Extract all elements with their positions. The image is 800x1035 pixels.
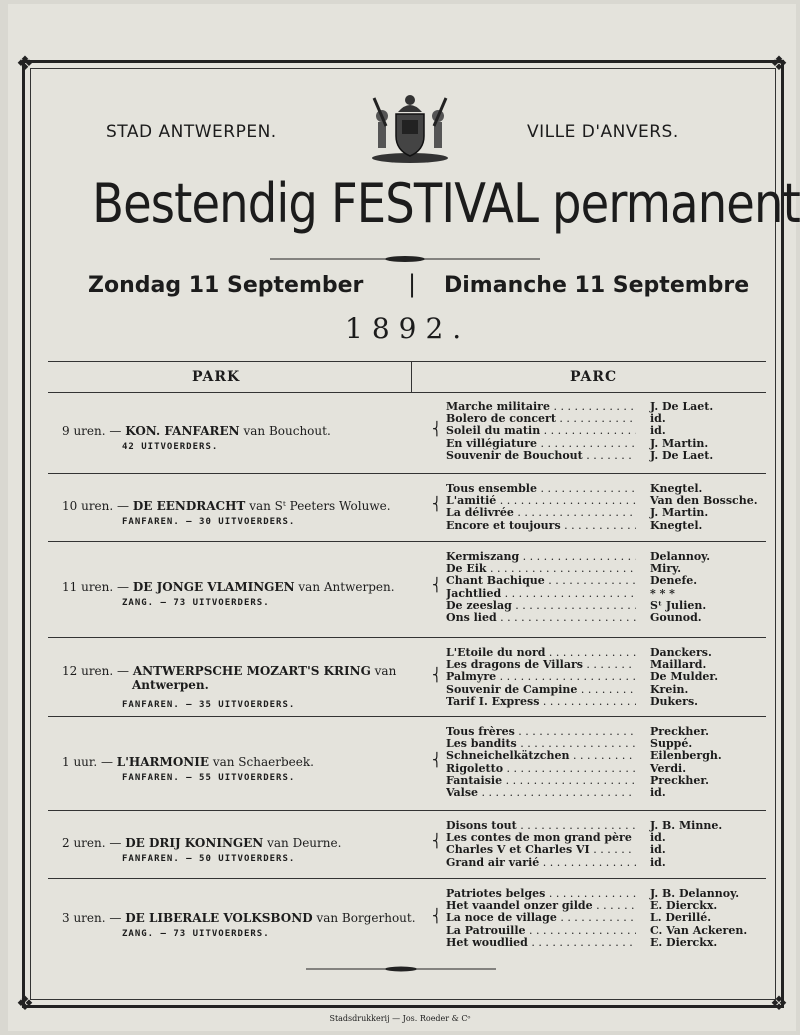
piece-composer: E. Dierckx. (650, 899, 718, 913)
piece-title: Jachtlied . . . (446, 588, 636, 600)
band-heading (62, 911, 416, 925)
piece-title: Chant Bachique . . . (446, 575, 636, 587)
piece-composer: Delannoy. (650, 550, 711, 563)
piece-composer: Krein. (650, 682, 689, 696)
column-header-parc: PARC (570, 369, 618, 385)
antwerp-crest-icon (368, 86, 452, 164)
piece-title: Marche militaire . . . (446, 401, 636, 413)
piece-title: Palmyre . . . (446, 671, 636, 683)
rule (48, 541, 766, 542)
band-place: van (374, 663, 397, 678)
column-header-park: PARK (192, 369, 241, 385)
band-name: L'HARMONIE (116, 754, 209, 769)
piece-composer: J. B. Minne. (650, 819, 723, 832)
piece-composer: id. (650, 424, 666, 438)
piece-composer: J. De Laet. (650, 448, 714, 462)
dash: — (109, 910, 122, 925)
band-performers: 42 UITVOERDERS. (122, 441, 219, 452)
piece-title: Tous ensemble . . . (446, 483, 636, 495)
piece-composer: id. (650, 412, 666, 426)
header-right: VILLE D'ANVERS. (527, 122, 679, 142)
rule (48, 637, 766, 638)
band-heading (62, 424, 331, 438)
piece-title: Souvenir de Bouchout . . . (446, 450, 636, 462)
piece-composer: id. (650, 843, 666, 857)
brace-icon: ⎨ (432, 752, 442, 768)
piece-composer: Preckher. (650, 773, 709, 787)
dash: — (117, 499, 130, 514)
brace-icon: ⎨ (432, 667, 442, 683)
rule (48, 878, 766, 879)
piece-title: Disons tout . . . (446, 820, 636, 832)
band-heading (62, 755, 314, 769)
piece-composer: Denefe. (650, 574, 698, 588)
piece-composer: * * * (650, 586, 675, 600)
piece-title: Valse . . . (446, 787, 636, 799)
piece-title: La noce de village . . . (446, 912, 636, 924)
band-name: DE LIBERALE VOLKSBOND (125, 910, 313, 925)
piece-title: Schneichelkätzchen . . . (446, 750, 636, 762)
band-name: DE DRIJ KONINGEN (125, 836, 264, 851)
band-heading (62, 664, 396, 678)
piece-composer: Knegtel. (650, 518, 703, 532)
piece-title: Charles V et Charles VI . . . (446, 844, 636, 856)
brace-icon: ⎨ (432, 577, 442, 593)
piece-title: De zeeslag . . . (446, 600, 636, 612)
program-band (48, 543, 766, 637)
piece-title: Ons lied . . . (446, 612, 636, 624)
date-dutch: Zondag 11 September (88, 273, 364, 298)
corner-ornament-icon: ❖ (770, 991, 788, 1015)
column-separator (411, 362, 412, 392)
band-heading (62, 499, 391, 513)
piece-title: L'Etoile du nord . . . (446, 647, 636, 659)
band-place: van Antwerpen. (298, 579, 395, 594)
piece-title: Fantaisie . . . (446, 775, 636, 787)
piece-composer: Gounod. (650, 610, 702, 624)
band-place-continued: Antwerpen. (132, 677, 209, 692)
band-performers: FANFAREN. — 50 UITVOERDERS. (122, 854, 296, 865)
piece-composer: id. (650, 855, 666, 869)
piece-title: Het woudlied . . . (446, 937, 636, 949)
piece-title: Patriotes belges . . . (446, 888, 636, 900)
corner-ornament-icon: ❖ (16, 991, 34, 1015)
piece-composer: Dukers. (650, 694, 698, 708)
brace-icon: ⎨ (432, 497, 442, 513)
band-time: 2 uren. (62, 836, 106, 851)
rule (48, 810, 766, 811)
piece-title: Rigoletto . . . (446, 763, 636, 775)
band-name: KON. FANFAREN (125, 423, 240, 438)
piece-title: Souvenir de Campine . . . (446, 684, 636, 696)
band-time: 1 uur. (62, 754, 98, 769)
printer-credit: Stadsdrukkerij — Jos. Roeder & Cᵒ (329, 1014, 471, 1023)
piece-composer: L. Derillé. (650, 911, 712, 925)
piece-composer: Van den Bossche. (650, 494, 758, 508)
piece-composer: id. (650, 831, 666, 845)
band-time: 10 uren. (62, 499, 114, 514)
piece-composer: Danckers. (650, 646, 712, 659)
band-performers: FANFAREN. — 55 UITVOERDERS. (122, 772, 296, 783)
piece-title: Les dragons de Villars . . . (446, 659, 636, 671)
piece-composer: J. Martin. (650, 506, 709, 520)
band-time: 9 uren. (62, 423, 106, 438)
piece-title: Les bandits . . . (446, 738, 636, 750)
rule (48, 361, 766, 362)
band-place: van Bouchout. (243, 423, 331, 438)
piece-title: En villégiature . . . (446, 438, 636, 450)
piece-title: Les contes de mon grand père . . . (446, 832, 636, 844)
corner-ornament-icon: ❖ (770, 51, 788, 75)
piece-composer: J. Martin. (650, 436, 709, 450)
piece-title: Soleil du matin . . . (446, 425, 636, 437)
band-name: DE EENDRACHT (132, 499, 246, 514)
dash: — (117, 663, 130, 678)
program-band (48, 639, 766, 716)
piece-title: Encore et toujours . . . (446, 520, 636, 532)
piece-composer: Eilenbergh. (650, 749, 722, 763)
band-name: ANTWERPSCHE MOZART'S KRING (132, 663, 371, 678)
piece-title: De Eik . . . (446, 563, 636, 575)
rule (48, 473, 766, 474)
piece-composer: id. (650, 785, 666, 799)
piece-composer: Suppé. (650, 737, 693, 751)
band-performers: ZANG. — 73 UITVOERDERS. (122, 928, 270, 939)
piece-composer: Verdi. (650, 761, 687, 775)
band-time: 12 uren. (62, 663, 114, 678)
program-band (48, 718, 766, 810)
piece-composer: Miry. (650, 562, 682, 576)
band-place: van Schaerbeek. (212, 754, 314, 769)
band-performers: FANFAREN. — 35 UITVOERDERS. (122, 699, 296, 710)
piece-title: La Patrouille . . . (446, 925, 636, 937)
band-name: DE JONGE VLAMINGEN (132, 579, 295, 594)
piece-composer: C. Van Ackeren. (650, 923, 748, 937)
page-title: Bestendig FESTIVAL permanent (92, 172, 800, 235)
program-band (48, 812, 766, 878)
program-band (48, 475, 766, 541)
band-heading (62, 836, 341, 850)
dash: — (117, 579, 130, 594)
band-place: van Borgerhout. (316, 910, 416, 925)
band-place: van Sᵗ Peeters Woluwe. (249, 499, 391, 514)
piece-title: Kermiszang . . . (446, 551, 636, 563)
piece-title: Tarif I. Express . . . (446, 696, 636, 708)
band-place: van Deurne. (267, 836, 342, 851)
dash: — (109, 423, 122, 438)
program-band (48, 393, 766, 473)
corner-ornament-icon: ❖ (16, 51, 34, 75)
program-band (48, 880, 766, 962)
title-divider (270, 255, 540, 263)
piece-composer: Knegtel. (650, 482, 703, 495)
date-french: Dimanche 11 Septembre (444, 273, 750, 298)
dash: — (109, 836, 122, 851)
piece-title: Bolero de concert . . . (446, 413, 636, 425)
piece-title: La délivrée . . . (446, 507, 636, 519)
band-performers: ZANG. — 73 UITVOERDERS. (122, 597, 270, 608)
piece-title: Grand air varié . . . (446, 857, 636, 869)
piece-title: Tous frères . . . (446, 726, 636, 738)
piece-composer: E. Dierckx. (650, 935, 718, 949)
brace-icon: ⎨ (432, 908, 442, 924)
piece-composer: Sᵗ Julien. (650, 598, 707, 612)
band-performers: FANFAREN. — 30 UITVOERDERS. (122, 517, 296, 528)
piece-composer: J. B. Delannoy. (650, 887, 740, 900)
piece-composer: De Mulder. (650, 670, 719, 684)
date-separator: | (408, 270, 417, 298)
year: 1892. (345, 312, 471, 345)
header-left: STAD ANTWERPEN. (106, 122, 277, 142)
band-heading (62, 580, 395, 594)
band-time: 11 uren. (62, 579, 114, 594)
rule (48, 716, 766, 717)
piece-title: L'amitié . . . (446, 495, 636, 507)
band-time: 3 uren. (62, 910, 106, 925)
brace-icon: ⎨ (432, 834, 442, 850)
piece-composer: Preckher. (650, 725, 709, 738)
bottom-divider (306, 966, 496, 972)
piece-composer: J. De Laet. (650, 400, 714, 413)
brace-icon: ⎨ (432, 421, 442, 437)
piece-title: Het vaandel onzer gilde . . . (446, 900, 636, 912)
dash: — (100, 754, 113, 769)
piece-composer: Maillard. (650, 658, 707, 672)
